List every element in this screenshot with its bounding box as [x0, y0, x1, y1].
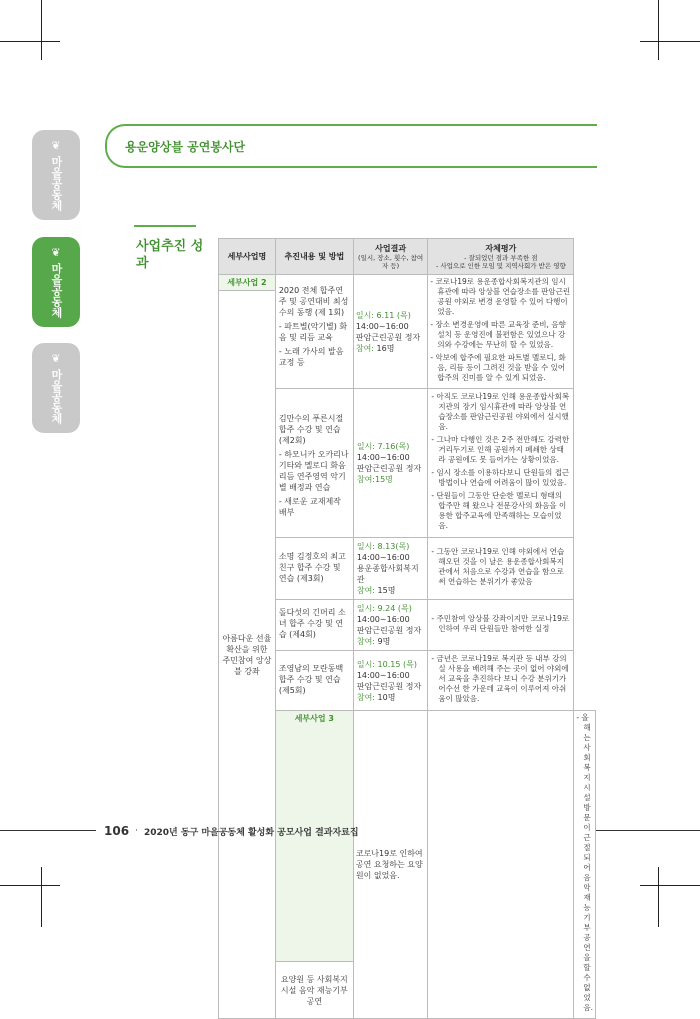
business2-header-row — [219, 275, 596, 291]
side-tab-1[interactable]: ❦ 마을공동체 — [32, 130, 80, 220]
table-row — [219, 538, 596, 600]
footer-line-right — [596, 830, 700, 831]
table-row — [219, 389, 596, 538]
results-table — [218, 238, 596, 1019]
eval-cell-1: - 코로나19로 용운종합사회복지관의 임시휴관에 따라 앙상블 연습장소를 판암근린공원 야외로 변경 운영할 수 있어 다행이었음. - 장소 변경운영에 따른 교육장 준비, 음향설치 등 운영진에 불편함은 있었으나 강의와 수강에는 무난히 할 수 있었음. - 악보에 합주에 필요한 파트별 멜로디, 화음, 리듬 등이 그려진 것을 받을 수 있어 합주의 진미를 알 수 있게 되었음. — [428, 275, 574, 389]
page-number: 106 — [104, 824, 130, 838]
date-cell-5: 일시: 10.15 (목) 14:00~16:00 판암근린공원 정자 참여: 10명 — [353, 651, 428, 711]
date-cell-3: 일시: 8.13(목) 14:00~16:00 용운종합사회복지관 참여: 15명 — [353, 538, 428, 600]
business3-label: 세부사업 3 — [275, 711, 353, 962]
crop-mark — [658, 0, 659, 60]
crop-mark — [0, 885, 60, 886]
table-row — [219, 600, 596, 651]
crop-mark — [640, 885, 700, 886]
side-tab-2[interactable]: ❦ 마을공동체 — [32, 237, 80, 327]
footer-line-left — [0, 830, 96, 831]
eval-cell-5: - 금년은 코로나19로 복지관 등 내부 강의실 사용을 배려해 주는 곳이 없어 야외에서 교육을 추진하다 보니 수강 분위기가 어수선 한 가운데 교육이 이루어져 아쉬움이 많았음. — [428, 651, 574, 711]
section-divider — [134, 225, 196, 227]
footer-dot: · — [135, 826, 138, 836]
eval-cell-3: - 그동안 코로나19로 인해 야외에서 연습해오던 것을 이 날은 용운종합사회복지관에서 처음으로 수강과 연습을 함으로써 연습하는 분위기가 좋았음 — [428, 538, 574, 600]
header-result: 사업결과 (일시, 장소, 횟수, 참여자 등) — [353, 239, 428, 275]
business3-result — [428, 711, 574, 1019]
footer-text: 2020년 동구 마을공동체 활성화 공모사업 결과자료집 — [143, 827, 359, 838]
leaf-icon: ❦ — [49, 139, 63, 152]
content-cell-5: 조영남의 모란동백 합주 수강 및 연습 (제5회) — [275, 651, 353, 711]
business3-name: 요양원 등 사회복지시설 음악 재능기부 공연 — [275, 962, 353, 1019]
crop-mark — [640, 41, 700, 42]
crop-mark — [41, 867, 42, 927]
leaf-icon: ❦ — [49, 246, 63, 259]
leaf-icon: ❦ — [49, 352, 63, 365]
header-business-name: 세부사업명 — [219, 239, 276, 275]
content-cell-3: 소명 김정호의 최고 친구 합주 수강 및 연습 (제3회) — [275, 538, 353, 600]
crop-mark — [0, 41, 60, 42]
page-title: 용운양상블 공연봉사단 — [125, 139, 246, 154]
date-cell-1: 일시: 6.11 (목) 14:00~16:00 판암근린공원 정자 참여: 16명 — [353, 275, 428, 389]
header-content: 추진내용 및 방법 — [275, 239, 353, 275]
business3-content: 코로나19로 인하여 공연 요청하는 요양원이 없었음. — [353, 711, 428, 1019]
date-cell-4: 일시: 9.24 (목) 14:00~16:00 판암근린공원 정자 참여: 9명 — [353, 600, 428, 651]
table-header-row — [219, 239, 596, 275]
eval-cell-4: - 주민참여 앙상블 강좌이지만 코로나19로 인하여 우리 단원들만 참여한 실정 — [428, 600, 574, 651]
crop-mark — [658, 867, 659, 927]
business3-eval: - 올해는 사회복지시설 방문이 근절되어 음악 재능기부 공연을 할 수 없었음. — [574, 711, 596, 1019]
header-evaluation: 자체평가 - 잘되었던 점과 부족한 점 - 사업으로 인한 모임 및 지역사회가 받은 영향 — [428, 239, 574, 275]
business2-name: 아름다운 선율 확산을 위한 주민참여 앙상블 강좌 — [219, 291, 276, 1019]
page-title-box — [105, 124, 597, 168]
section-label: 사업추진 성과 — [136, 239, 204, 271]
crop-mark — [41, 0, 42, 60]
content-cell-2: 김만수의 푸른시절 합주 수강 및 연습 (제2회) - 하모니카 오카리나 기타와 멜로디 화음 리듬 연주영역 악기별 배정과 연습 - 새로운 교재제작 배부 — [275, 389, 353, 538]
content-cell-1: 2020 전체 합주연주 및 공연대비 최성수의 동행 (제 1회) - 파트별(악기별) 화음 및 리듬 교육 - 노래 가사의 발음 교정 등 — [275, 275, 353, 389]
business2-label: 세부사업 2 — [219, 275, 276, 291]
side-tab-3[interactable]: ❦ 마을공동체 — [32, 343, 80, 433]
date-cell-2: 일시: 7.16(목) 14:00~16:00 판암근린공원 정자 참여:15명 — [353, 389, 428, 538]
table-row — [219, 651, 596, 711]
footer — [104, 824, 359, 838]
eval-cell-2: - 아직도 코로나19로 인해 용운종합사회복지관의 장기 임시휴관에 따라 앙상블 연습장소를 판암근린공원 야외에서 실시했음. - 그나마 다행인 것은 2주 전만해도 강력한 거리두기로 인해 공원까지 폐쇄한 상태라 공원에도 못 들어가는 상황이었음. - 임시 장소를 이용하다보니 단원들의 접근 방법이나 연습에 어려움이 많이 있었음. - 단원들이 그동안 단순한 멜로디 형태의 합주만 해 왔으나 전문강사의 화음을 이용한 합주교육에 만족해하는 모습이었음. — [428, 389, 574, 538]
content-cell-4: 돌다섯의 긴머리 소녀 합주 수강 및 연습 (제4회) — [275, 600, 353, 651]
